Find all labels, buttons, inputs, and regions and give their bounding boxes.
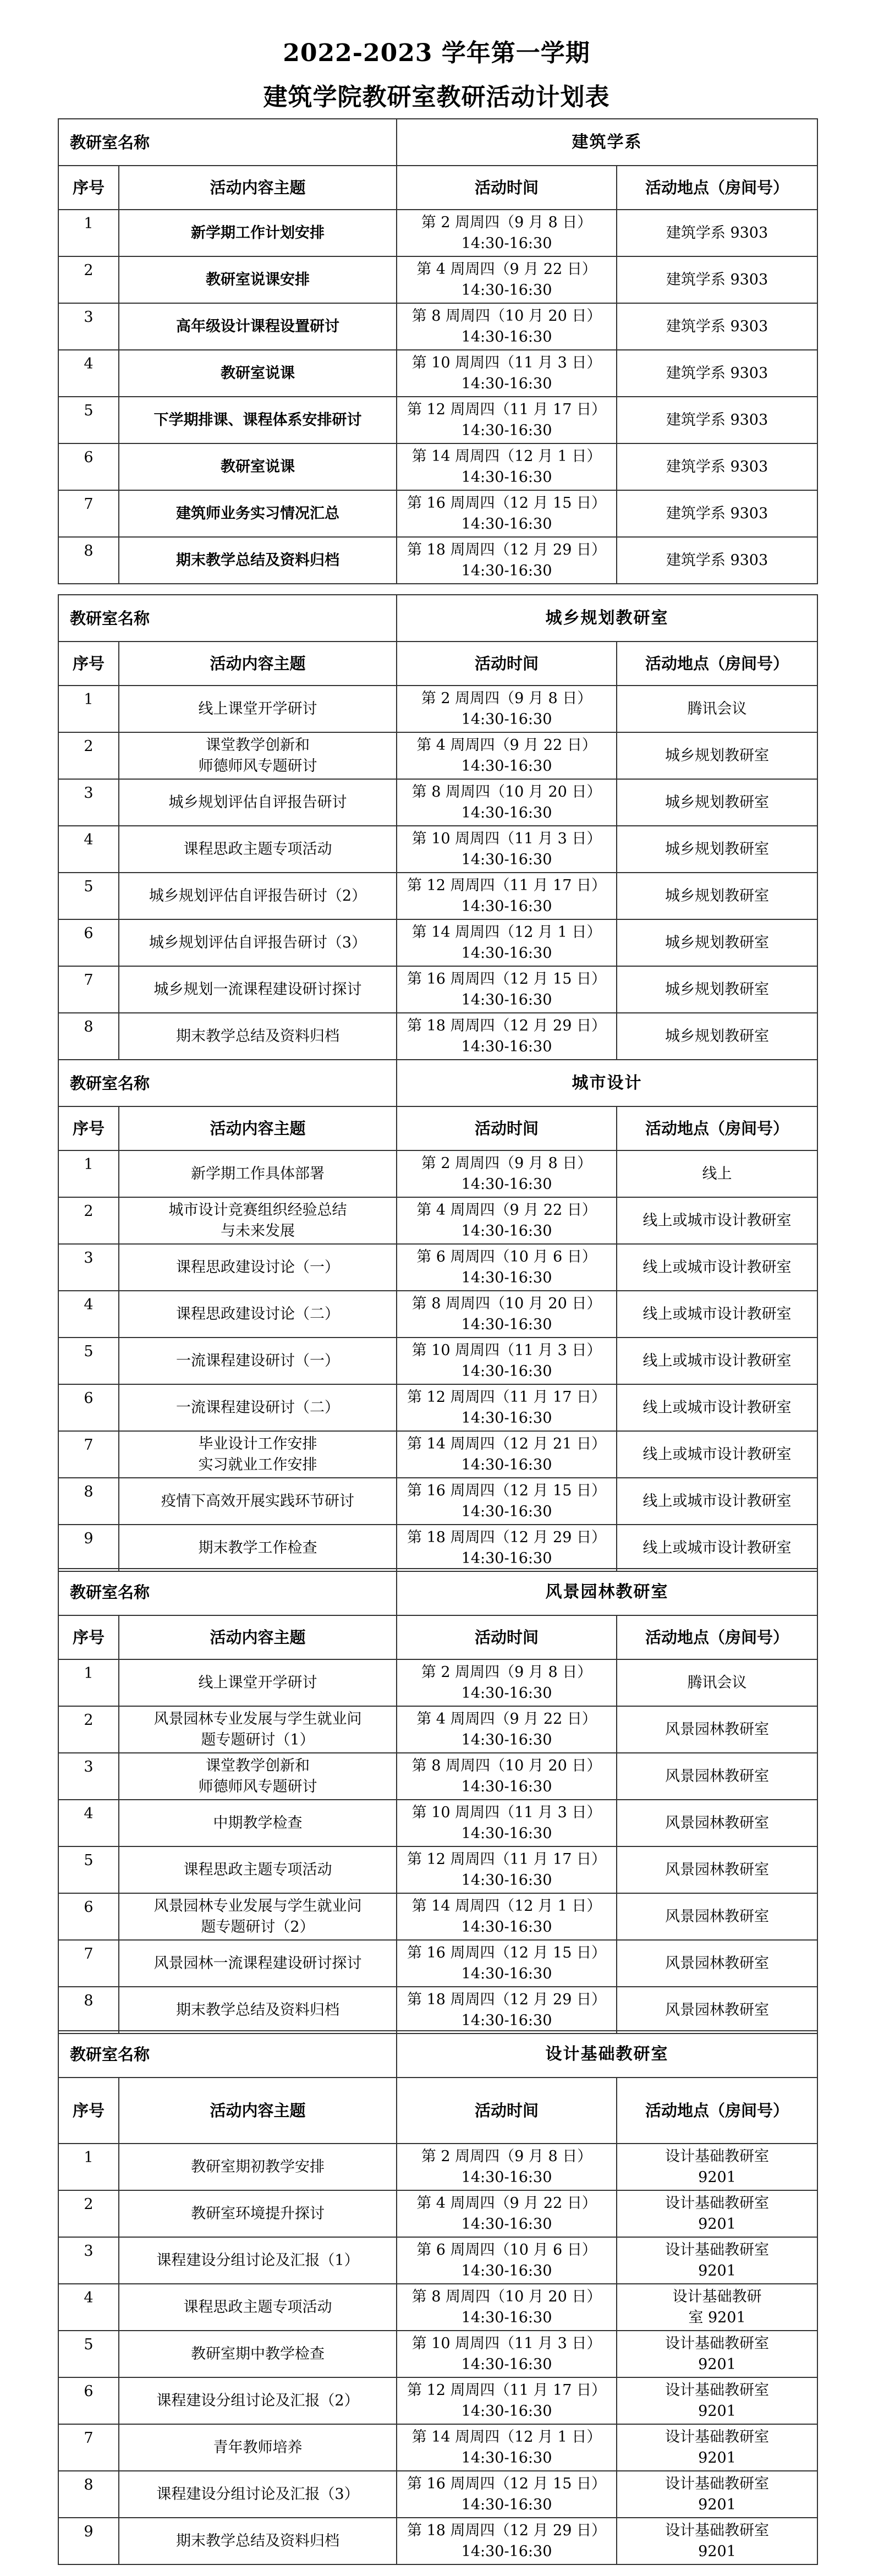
cell-topic: 期末教学总结及资料归档: [119, 537, 397, 584]
section-label: 教研室名称: [58, 2031, 397, 2078]
cell-topic: 课程思政主题专项活动: [119, 826, 397, 873]
cell-no: 4: [58, 2284, 119, 2331]
column-header: 活动内容主题: [119, 2078, 397, 2144]
cell-time: 第 10 周周四（11 月 3 日） 14:30-16:30: [397, 1338, 617, 1384]
cell-topic: 新学期工作具体部署: [119, 1150, 397, 1197]
table-row: [58, 1431, 817, 1478]
cell-no: 3: [58, 303, 119, 350]
cell-no: 6: [58, 1893, 119, 1940]
header-row: [58, 642, 817, 686]
section-table: [58, 594, 818, 1060]
cell-time: 第 8 周周四（10 月 20 日） 14:30-16:30: [397, 1291, 617, 1338]
cell-topic: 期末教学总结及资料归档: [119, 2518, 397, 2564]
cell-time: 第 4 周周四（9 月 22 日） 14:30-16:30: [397, 732, 617, 779]
table-row: [58, 1244, 817, 1291]
cell-place: 线上或城市设计教研室: [617, 1338, 817, 1384]
cell-no: 9: [58, 1525, 119, 1571]
cell-no: 2: [58, 1197, 119, 1244]
section-table: [58, 2030, 818, 2565]
cell-topic: 课程思政主题专项活动: [119, 2284, 397, 2331]
cell-topic: 课程思政建设讨论（二）: [119, 1291, 397, 1338]
table-row: [58, 2331, 817, 2377]
cell-place: 设计基础教研室 9201: [617, 2424, 817, 2471]
table-row: [58, 1525, 817, 1571]
table-row: [58, 2518, 817, 2564]
cell-no: 2: [58, 2190, 119, 2237]
section-3: [58, 1059, 817, 1572]
cell-place: 设计基础教研室 9201: [617, 2331, 817, 2377]
table-row: [58, 2190, 817, 2237]
cell-place: 风景园林教研室: [617, 1893, 817, 1940]
cell-time: 第 14 周周四（12 月 1 日） 14:30-16:30: [397, 2424, 617, 2471]
table-row: [58, 732, 817, 779]
cell-place: 腾讯会议: [617, 686, 817, 732]
cell-place: 线上或城市设计教研室: [617, 1291, 817, 1338]
table-row: [58, 1893, 817, 1940]
cell-time: 第 14 周周四（12 月 1 日） 14:30-16:30: [397, 1893, 617, 1940]
cell-no: 9: [58, 2518, 119, 2564]
table-row: [58, 966, 817, 1013]
column-header: 活动时间: [397, 1106, 617, 1150]
cell-time: 第 8 周周四（10 月 20 日） 14:30-16:30: [397, 303, 617, 350]
section-name: 城乡规划教研室: [397, 595, 817, 642]
table-row: [58, 919, 817, 966]
column-header: 活动地点（房间号）: [617, 166, 817, 210]
table-row: [58, 1706, 817, 1753]
cell-place: 风景园林教研室: [617, 1987, 817, 2034]
cell-place: 建筑学系 9303: [617, 210, 817, 256]
cell-place: 风景园林教研室: [617, 1800, 817, 1846]
table-row: [58, 1150, 817, 1197]
cell-place: 建筑学系 9303: [617, 490, 817, 537]
cell-place: 线上或城市设计教研室: [617, 1431, 817, 1478]
cell-topic: 风景园林专业发展与学生就业问 题专题研讨（1）: [119, 1706, 397, 1753]
cell-topic: 课程思政建设讨论（一）: [119, 1244, 397, 1291]
column-header: 活动时间: [397, 642, 617, 686]
cell-no: 6: [58, 1384, 119, 1431]
cell-no: 8: [58, 1478, 119, 1525]
column-header: 活动时间: [397, 166, 617, 210]
cell-topic: 城乡规划一流课程建设研讨探讨: [119, 966, 397, 1013]
cell-time: 第 8 周周四（10 月 20 日） 14:30-16:30: [397, 779, 617, 826]
column-header: 活动内容主题: [119, 642, 397, 686]
cell-no: 7: [58, 1940, 119, 1987]
cell-time: 第 18 周周四（12 月 29 日） 14:30-16:30: [397, 1525, 617, 1571]
cell-time: 第 16 周周四（12 月 15 日） 14:30-16:30: [397, 1478, 617, 1525]
cell-topic: 教研室期初教学安排: [119, 2144, 397, 2190]
cell-no: 1: [58, 210, 119, 256]
table-row: [58, 1940, 817, 1987]
section-name: 建筑学系: [397, 119, 817, 166]
cell-place: 风景园林教研室: [617, 1753, 817, 1800]
table-row: [58, 1987, 817, 2034]
cell-time: 第 12 周周四（11 月 17 日） 14:30-16:30: [397, 1384, 617, 1431]
table-row: [58, 2284, 817, 2331]
section-table: [58, 1059, 818, 1572]
table-row: [58, 1291, 817, 1338]
cell-time: 第 6 周周四（10 月 6 日） 14:30-16:30: [397, 1244, 617, 1291]
cell-time: 第 18 周周四（12 月 29 日） 14:30-16:30: [397, 1987, 617, 2034]
cell-no: 7: [58, 966, 119, 1013]
cell-topic: 线上课堂开学研讨: [119, 686, 397, 732]
header-row: [58, 1615, 817, 1659]
cell-no: 6: [58, 2377, 119, 2424]
table-row: [58, 1338, 817, 1384]
cell-place: 腾讯会议: [617, 1659, 817, 1706]
column-header: 活动地点（房间号）: [617, 1615, 817, 1659]
table-row: [58, 443, 817, 490]
header-row: [58, 2078, 817, 2144]
cell-time: 第 2 周周四（9 月 8 日） 14:30-16:30: [397, 2144, 617, 2190]
cell-time: 第 10 周周四（11 月 3 日） 14:30-16:30: [397, 1800, 617, 1846]
column-header: 活动地点（房间号）: [617, 2078, 817, 2144]
cell-no: 8: [58, 537, 119, 584]
cell-time: 第 2 周周四（9 月 8 日） 14:30-16:30: [397, 1150, 617, 1197]
cell-no: 5: [58, 2331, 119, 2377]
table-row: [58, 1846, 817, 1893]
page-subtitle: 建筑学院教研室教研活动计划表: [263, 83, 610, 111]
cell-no: 4: [58, 1800, 119, 1846]
cell-place: 设计基础教研室 9201: [617, 2237, 817, 2284]
cell-no: 8: [58, 1013, 119, 1060]
cell-topic: 期末教学总结及资料归档: [119, 1013, 397, 1060]
section-name-row: [58, 1569, 817, 1615]
cell-place: 城乡规划教研室: [617, 779, 817, 826]
cell-no: 2: [58, 1706, 119, 1753]
cell-topic: 期末教学工作检查: [119, 1525, 397, 1571]
section-name: 设计基础教研室: [397, 2031, 817, 2078]
cell-topic: 新学期工作计划安排: [119, 210, 397, 256]
cell-topic: 一流课程建设研讨（二）: [119, 1384, 397, 1431]
table-row: [58, 1659, 817, 1706]
cell-time: 第 12 周周四（11 月 17 日） 14:30-16:30: [397, 873, 617, 919]
cell-place: 城乡规划教研室: [617, 826, 817, 873]
header-row: [58, 166, 817, 210]
cell-place: 建筑学系 9303: [617, 256, 817, 303]
section-4: [58, 1568, 817, 2034]
cell-topic: 课堂教学创新和 师德师风专题研讨: [119, 1753, 397, 1800]
cell-topic: 教研室期中教学检查: [119, 2331, 397, 2377]
cell-topic: 课程建设分组讨论及汇报（2）: [119, 2377, 397, 2424]
table-row: [58, 1478, 817, 1525]
cell-no: 7: [58, 490, 119, 537]
cell-time: 第 16 周周四（12 月 15 日） 14:30-16:30: [397, 966, 617, 1013]
cell-no: 1: [58, 686, 119, 732]
cell-place: 设计基础教研室 9201: [617, 2144, 817, 2190]
cell-place: 设计基础教研室 9201: [617, 2377, 817, 2424]
cell-place: 线上或城市设计教研室: [617, 1197, 817, 1244]
column-header: 序号: [58, 166, 119, 210]
column-header: 活动时间: [397, 1615, 617, 1659]
cell-no: 1: [58, 1150, 119, 1197]
cell-place: 风景园林教研室: [617, 1706, 817, 1753]
column-header: 序号: [58, 2078, 119, 2144]
cell-topic: 建筑师业务实习情况汇总: [119, 490, 397, 537]
section-name-row: [58, 595, 817, 642]
cell-place: 城乡规划教研室: [617, 732, 817, 779]
cell-place: 风景园林教研室: [617, 1846, 817, 1893]
cell-no: 1: [58, 1659, 119, 1706]
section-label: 教研室名称: [58, 1060, 397, 1106]
cell-place: 城乡规划教研室: [617, 966, 817, 1013]
cell-topic: 城乡规划评估自评报告研讨（2）: [119, 873, 397, 919]
section-label: 教研室名称: [58, 119, 397, 166]
cell-topic: 下学期排课、课程体系安排研讨: [119, 397, 397, 443]
column-header: 活动地点（房间号）: [617, 1106, 817, 1150]
cell-topic: 风景园林专业发展与学生就业问 题专题研讨（2）: [119, 1893, 397, 1940]
section-label: 教研室名称: [58, 1569, 397, 1615]
section-name: 城市设计: [397, 1060, 817, 1106]
section-table: [58, 118, 818, 584]
table-row: [58, 873, 817, 919]
cell-time: 第 2 周周四（9 月 8 日） 14:30-16:30: [397, 1659, 617, 1706]
cell-no: 1: [58, 2144, 119, 2190]
cell-no: 7: [58, 1431, 119, 1478]
cell-topic: 疫情下高效开展实践环节研讨: [119, 1478, 397, 1525]
cell-time: 第 6 周周四（10 月 6 日） 14:30-16:30: [397, 2237, 617, 2284]
cell-time: 第 16 周周四（12 月 15 日） 14:30-16:30: [397, 1940, 617, 1987]
cell-time: 第 10 周周四（11 月 3 日） 14:30-16:30: [397, 350, 617, 397]
table-row: [58, 2471, 817, 2518]
column-header: 序号: [58, 642, 119, 686]
table-row: [58, 779, 817, 826]
section-name-row: [58, 2031, 817, 2078]
table-row: [58, 397, 817, 443]
section-label: 教研室名称: [58, 595, 397, 642]
section-name: 风景园林教研室: [397, 1569, 817, 1615]
cell-topic: 教研室环境提升探讨: [119, 2190, 397, 2237]
section-name-row: [58, 1060, 817, 1106]
cell-time: 第 16 周周四（12 月 15 日） 14:30-16:30: [397, 2471, 617, 2518]
cell-topic: 期末教学总结及资料归档: [119, 1987, 397, 2034]
cell-time: 第 8 周周四（10 月 20 日） 14:30-16:30: [397, 2284, 617, 2331]
table-row: [58, 2377, 817, 2424]
cell-place: 城乡规划教研室: [617, 919, 817, 966]
table-row: [58, 1197, 817, 1244]
cell-place: 设计基础教研室 9201: [617, 2518, 817, 2564]
cell-no: 5: [58, 1338, 119, 1384]
cell-topic: 教研室说课安排: [119, 256, 397, 303]
section-5: [58, 2030, 817, 2565]
cell-topic: 中期教学检查: [119, 1800, 397, 1846]
cell-time: 第 12 周周四（11 月 17 日） 14:30-16:30: [397, 1846, 617, 1893]
cell-time: 第 12 周周四（11 月 17 日） 14:30-16:30: [397, 397, 617, 443]
cell-topic: 青年教师培养: [119, 2424, 397, 2471]
cell-place: 线上或城市设计教研室: [617, 1525, 817, 1571]
cell-no: 2: [58, 256, 119, 303]
section-1: [58, 118, 817, 584]
cell-topic: 线上课堂开学研讨: [119, 1659, 397, 1706]
cell-time: 第 12 周周四（11 月 17 日） 14:30-16:30: [397, 2377, 617, 2424]
table-row: [58, 1800, 817, 1846]
cell-place: 设计基础教研室 9201: [617, 2471, 817, 2518]
table-row: [58, 256, 817, 303]
cell-time: 第 14 周周四（12 月 1 日） 14:30-16:30: [397, 919, 617, 966]
cell-no: 4: [58, 350, 119, 397]
cell-place: 设计基础教研 室 9201: [617, 2284, 817, 2331]
cell-time: 第 18 周周四（12 月 29 日） 14:30-16:30: [397, 2518, 617, 2564]
cell-place: 建筑学系 9303: [617, 350, 817, 397]
cell-no: 3: [58, 1753, 119, 1800]
cell-place: 建筑学系 9303: [617, 443, 817, 490]
cell-time: 第 18 周周四（12 月 29 日） 14:30-16:30: [397, 1013, 617, 1060]
cell-topic: 城乡规划评估自评报告研讨（3）: [119, 919, 397, 966]
table-row: [58, 350, 817, 397]
column-header: 活动地点（房间号）: [617, 642, 817, 686]
table-row: [58, 2144, 817, 2190]
page-title: 2022-2023 学年第一学期: [283, 39, 590, 67]
cell-topic: 风景园林一流课程建设研讨探讨: [119, 1940, 397, 1987]
cell-place: 线上或城市设计教研室: [617, 1384, 817, 1431]
table-row: [58, 686, 817, 732]
cell-time: 第 4 周周四（9 月 22 日） 14:30-16:30: [397, 1197, 617, 1244]
cell-no: 4: [58, 1291, 119, 1338]
cell-no: 3: [58, 779, 119, 826]
cell-time: 第 4 周周四（9 月 22 日） 14:30-16:30: [397, 1706, 617, 1753]
cell-topic: 城乡规划评估自评报告研讨: [119, 779, 397, 826]
cell-no: 4: [58, 826, 119, 873]
cell-time: 第 14 周周四（12 月 1 日） 14:30-16:30: [397, 443, 617, 490]
column-header: 序号: [58, 1615, 119, 1659]
cell-place: 风景园林教研室: [617, 1940, 817, 1987]
cell-time: 第 2 周周四（9 月 8 日） 14:30-16:30: [397, 686, 617, 732]
cell-time: 第 8 周周四（10 月 20 日） 14:30-16:30: [397, 1753, 617, 1800]
cell-topic: 一流课程建设研讨（一）: [119, 1338, 397, 1384]
cell-no: 7: [58, 2424, 119, 2471]
cell-place: 建筑学系 9303: [617, 303, 817, 350]
table-row: [58, 1013, 817, 1060]
cell-place: 建筑学系 9303: [617, 397, 817, 443]
cell-place: 城乡规划教研室: [617, 1013, 817, 1060]
table-row: [58, 1753, 817, 1800]
table-row: [58, 2424, 817, 2471]
cell-no: 3: [58, 1244, 119, 1291]
header-row: [58, 1106, 817, 1150]
cell-no: 6: [58, 919, 119, 966]
cell-topic: 教研室说课: [119, 350, 397, 397]
column-header: 活动内容主题: [119, 1106, 397, 1150]
cell-place: 建筑学系 9303: [617, 537, 817, 584]
table-row: [58, 2237, 817, 2284]
column-header: 序号: [58, 1106, 119, 1150]
cell-no: 5: [58, 397, 119, 443]
cell-no: 2: [58, 732, 119, 779]
cell-topic: 教研室说课: [119, 443, 397, 490]
cell-topic: 课程建设分组讨论及汇报（3）: [119, 2471, 397, 2518]
table-row: [58, 1384, 817, 1431]
section-2: [58, 594, 817, 1060]
cell-topic: 高年级设计课程设置研讨: [119, 303, 397, 350]
table-row: [58, 537, 817, 584]
cell-topic: 课堂教学创新和 师德师风专题研讨: [119, 732, 397, 779]
table-row: [58, 303, 817, 350]
cell-time: 第 14 周周四（12 月 21 日） 14:30-16:30: [397, 1431, 617, 1478]
section-name-row: [58, 119, 817, 166]
cell-no: 8: [58, 1987, 119, 2034]
table-row: [58, 210, 817, 256]
cell-no: 3: [58, 2237, 119, 2284]
cell-time: 第 10 周周四（11 月 3 日） 14:30-16:30: [397, 2331, 617, 2377]
column-header: 活动内容主题: [119, 166, 397, 210]
cell-place: 线上或城市设计教研室: [617, 1478, 817, 1525]
column-header: 活动时间: [397, 2078, 617, 2144]
table-row: [58, 826, 817, 873]
cell-time: 第 4 周周四（9 月 22 日） 14:30-16:30: [397, 256, 617, 303]
cell-topic: 城市设计竞赛组织经验总结 与未来发展: [119, 1197, 397, 1244]
cell-place: 线上: [617, 1150, 817, 1197]
section-table: [58, 1568, 818, 2034]
column-header: 活动内容主题: [119, 1615, 397, 1659]
cell-place: 城乡规划教研室: [617, 873, 817, 919]
table-row: [58, 490, 817, 537]
cell-place: 设计基础教研室 9201: [617, 2190, 817, 2237]
cell-no: 5: [58, 1846, 119, 1893]
cell-topic: 毕业设计工作安排 实习就业工作安排: [119, 1431, 397, 1478]
cell-topic: 课程思政主题专项活动: [119, 1846, 397, 1893]
cell-topic: 课程建设分组讨论及汇报（1）: [119, 2237, 397, 2284]
cell-no: 8: [58, 2471, 119, 2518]
cell-place: 线上或城市设计教研室: [617, 1244, 817, 1291]
cell-time: 第 2 周周四（9 月 8 日） 14:30-16:30: [397, 210, 617, 256]
cell-time: 第 16 周周四（12 月 15 日） 14:30-16:30: [397, 490, 617, 537]
cell-no: 6: [58, 443, 119, 490]
cell-no: 5: [58, 873, 119, 919]
cell-time: 第 4 周周四（9 月 22 日） 14:30-16:30: [397, 2190, 617, 2237]
cell-time: 第 18 周周四（12 月 29 日） 14:30-16:30: [397, 537, 617, 584]
cell-time: 第 10 周周四（11 月 3 日） 14:30-16:30: [397, 826, 617, 873]
